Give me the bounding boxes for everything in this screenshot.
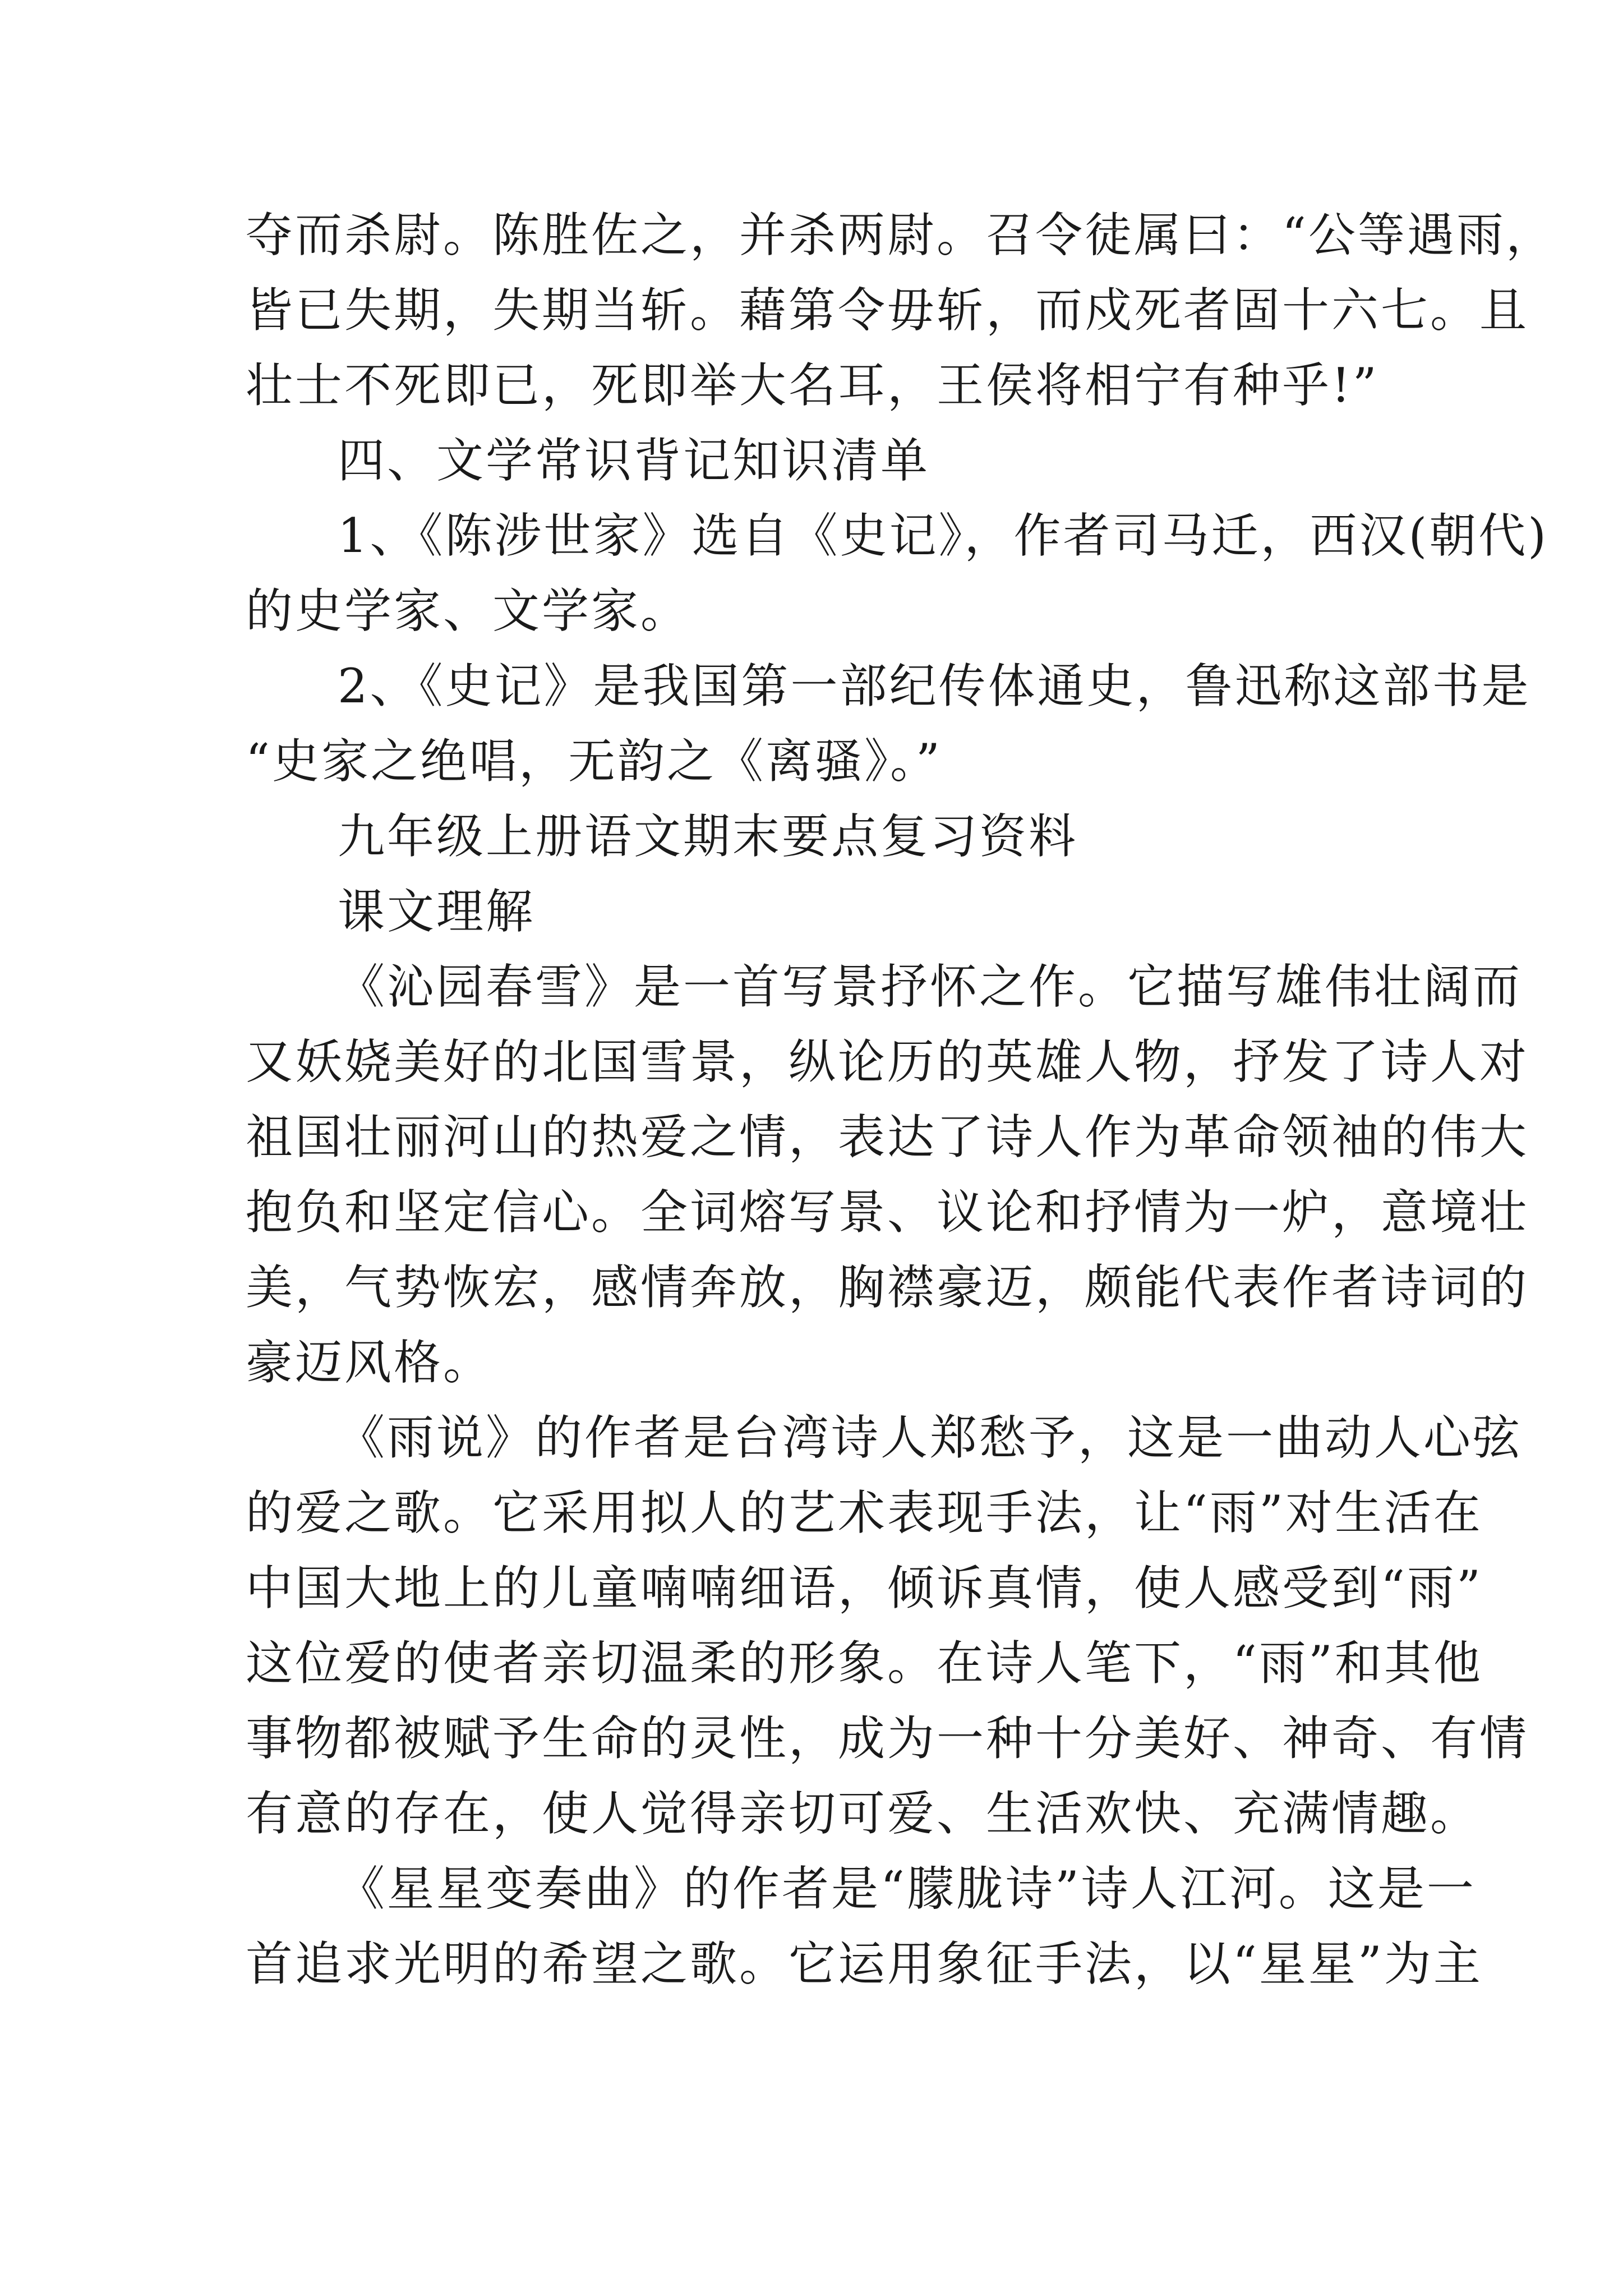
text-line: 抱负和坚定信心。全词熔写景、议论和抒情为一炉，意境壮 [246,1185,1529,1240]
text-line: 美，气势恢宏，感情奔放，胸襟豪迈，颇能代表作者诗词的 [246,1260,1529,1315]
section-heading: 四、文学常识背记知识清单 [338,433,930,488]
text-line: 首追求光明的希望之歌。它运用象征手法，以“星星”为主 [246,1936,1483,1991]
text-line: 2、《史记》是我国第一部纪传体通史，鲁迅称这部书是 [338,659,1531,714]
text-line: 1、《陈涉世家》选自《史记》，作者司马迁，西汉(朝代) [338,508,1548,563]
text-line: 《星星变奏曲》的作者是“朦胧诗”诗人江河。这是一 [338,1861,1476,1916]
document-body [246,197,1555,2001]
text-line: 的爱之歌。它采用拟人的艺术表现手法，让“雨”对生活在 [246,1485,1483,1540]
text-line: 皆已失期，失期当斩。藉第令毋斩，而戍死者固十六七。且 [246,283,1529,338]
text-line: 的史学家、文学家。 [246,583,690,638]
text-line: 事物都被赋予生命的灵性，成为一种十分美好、神奇、有情 [246,1711,1529,1766]
text-line: 中国大地上的儿童喃喃细语，倾诉真情，使人感受到“雨” [246,1561,1483,1616]
text-line: 夺而杀尉。陈胜佐之，并杀两尉。召令徒属曰：“公等遇雨， [246,208,1555,263]
text-line: “史家之绝唱，无韵之《离骚》。” [246,734,942,789]
section-heading: 课文理解 [338,884,536,939]
document-title: 九年级上册语文期末要点复习资料 [338,809,1078,864]
text-line: 壮士不死即已，死即举大名耳，王侯将相宁有种乎!” [246,358,1379,413]
text-line: 豪迈风格。 [246,1335,493,1390]
text-line: 又妖娆美好的北国雪景，纵论历的英雄人物，抒发了诗人对 [246,1034,1529,1089]
text-line: 《雨说》的作者是台湾诗人郑愁予，这是一曲动人心弦 [338,1410,1523,1465]
text-line: 有意的存在，使人觉得亲切可爱、生活欢快、充满情趣。 [246,1786,1480,1841]
text-line: 《沁园春雪》是一首写景抒怀之作。它描写雄伟壮阔而 [338,959,1523,1014]
text-line: 这位爱的使者亲切温柔的形象。在诗人笔下，“雨”和其他 [246,1636,1483,1691]
text-line: 祖国壮丽河山的热爱之情，表达了诗人作为革命领袖的伟大 [246,1110,1529,1165]
